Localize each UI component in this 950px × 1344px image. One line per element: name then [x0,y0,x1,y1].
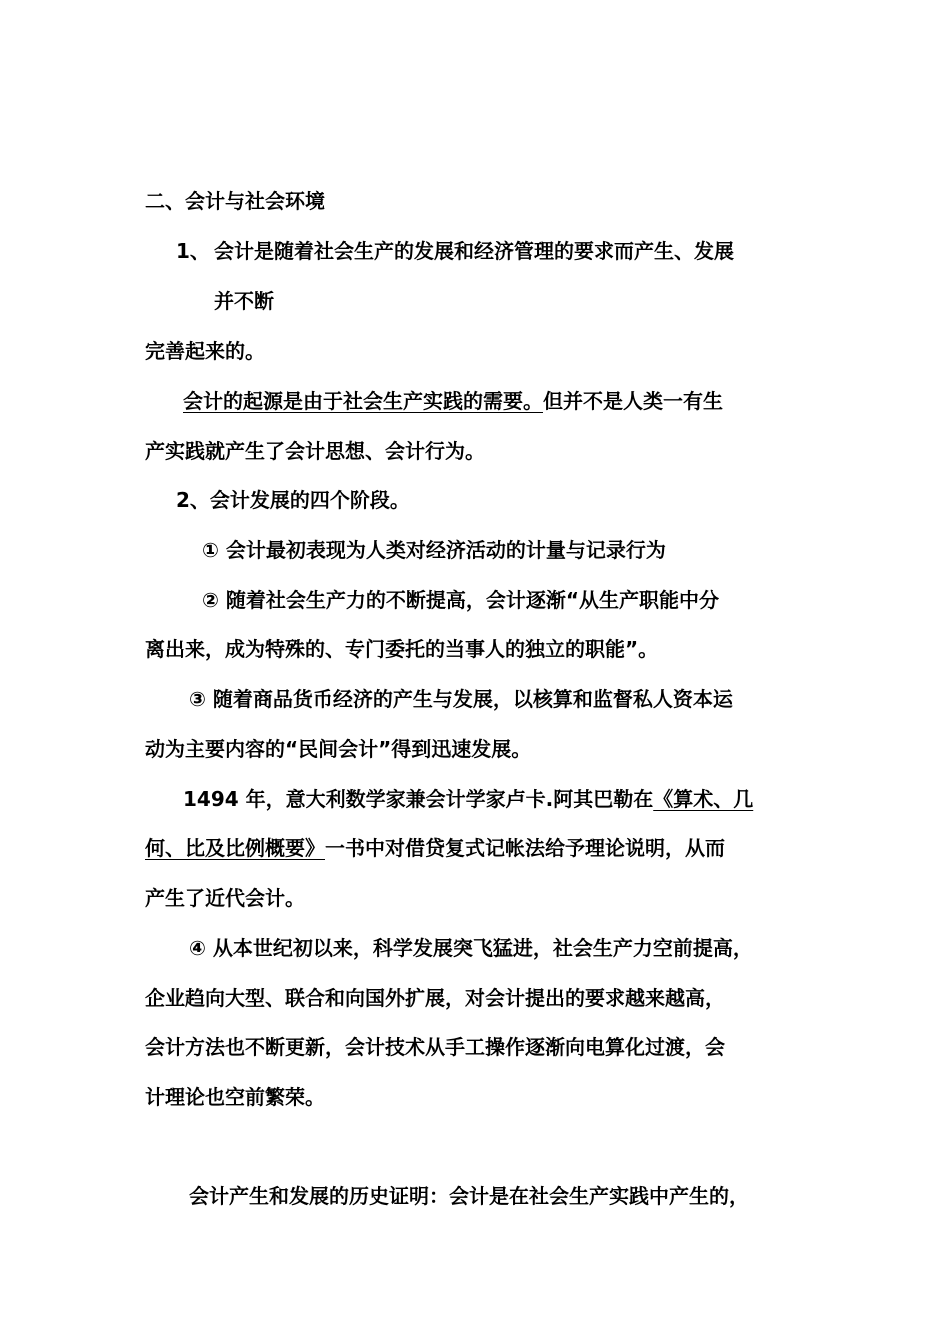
origin-underlined-text: 会计的起源是由于社会生产实践的需要。 [183,389,543,413]
stage-2-line-1: ② 随着社会生产力的不断提高，会计逐渐“从生产职能中分 [202,588,720,612]
paragraph-1-line-3: 完善起来的。 [145,339,265,363]
paragraph-1-number: 1、 [176,239,210,263]
paragraph-2-line-1 [183,387,723,415]
paragraph-2-line-2: 产实践就产生了会计思想、会计行为。 [145,439,485,463]
book-title-part-2: 何、比及比例概要》 [145,836,325,860]
stages-heading: 2、会计发展的四个阶段。 [176,488,410,512]
book-title-part-1: 《算术、几 [653,787,754,811]
stage-3-line-2: 动为主要内容的“民间会计”得到迅速发展。 [145,737,532,761]
pacioli-line-1-text: 1494 年，意大利数学家兼会计学家卢卡.阿其巴勒在 [183,787,654,811]
stage-2-line-2: 离出来，成为特殊的、专门委托的当事人的独立的职能”。 [145,637,659,661]
conclusion: 会计产生和发展的历史证明：会计是在社会生产实践中产生的， [189,1184,749,1208]
pacioli-line-2 [145,834,725,862]
section-heading: 二、会计与社会环境 [145,189,325,213]
paragraph-1-line-1: 会计是随着社会生产的发展和经济管理的要求而产生、发展 [214,239,734,263]
paragraph-2-rest: 但并不是人类一有生 [543,389,723,413]
stage-3-line-1: ③ 随着商品货币经济的产生与发展，以核算和监督私人资本运 [189,687,733,711]
pacioli-line-1 [183,785,753,813]
stage-1: ① 会计最初表现为人类对经济活动的计量与记录行为 [202,538,666,562]
stage-4-line-3: 会计方法也不断更新，会计技术从手工操作逐渐向电算化过渡，会 [145,1035,725,1059]
pacioli-line-3: 产生了近代会计。 [145,886,305,910]
pacioli-line-2-text: 一书中对借贷复式记帐法给予理论说明，从而 [325,836,725,860]
stage-4-line-2: 企业趋向大型、联合和向国外扩展，对会计提出的要求越来越高， [145,986,725,1010]
stage-4-line-4: 计理论也空前繁荣。 [145,1085,325,1109]
paragraph-1-line-2: 并不断 [214,289,274,313]
stage-4-line-1: ④ 从本世纪初以来，科学发展突飞猛进，社会生产力空前提高， [189,936,753,960]
